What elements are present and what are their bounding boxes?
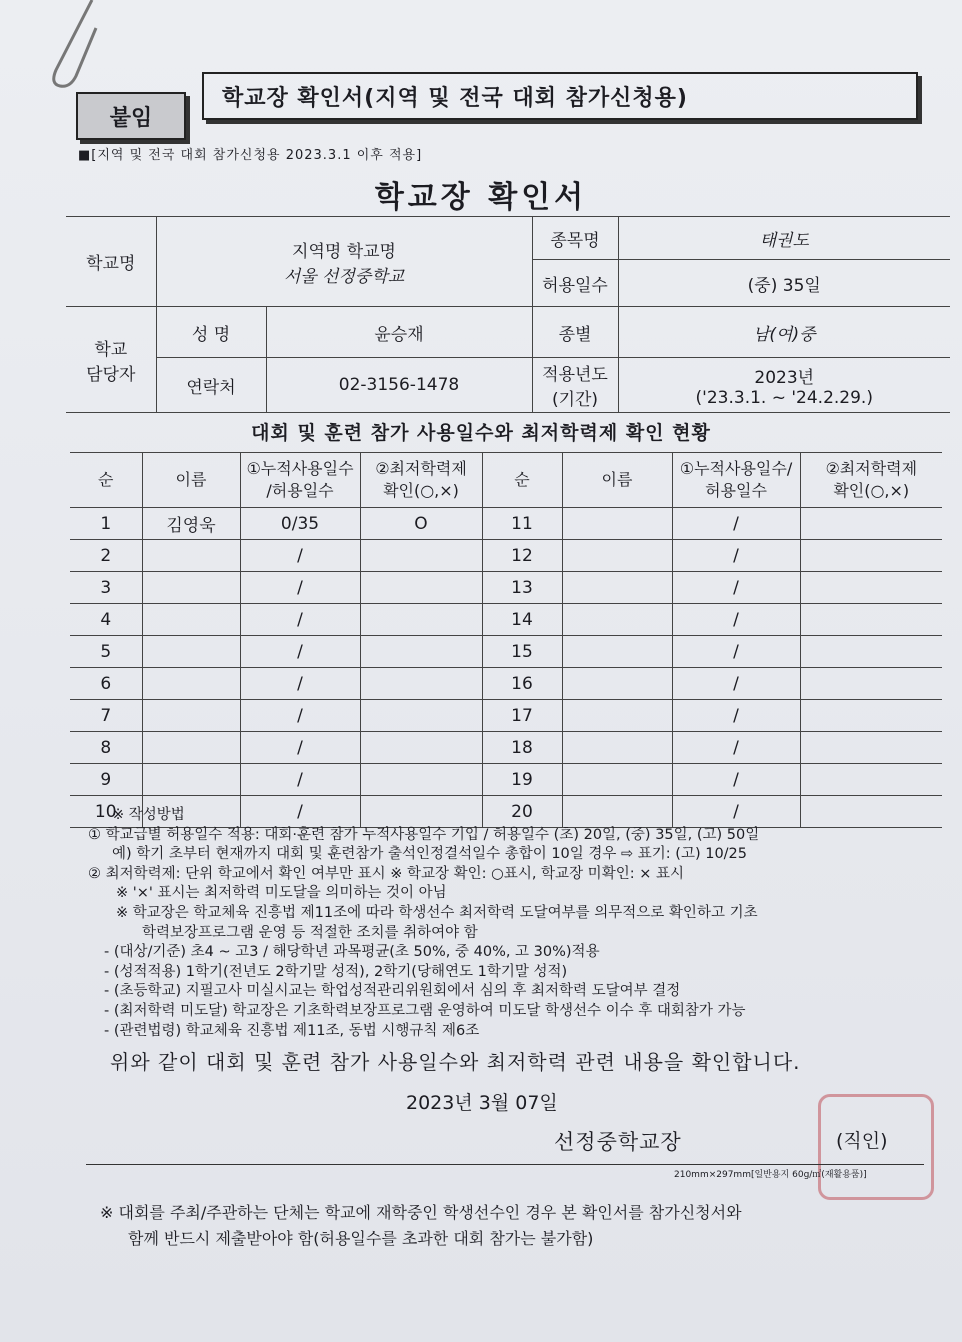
row-name <box>142 572 240 604</box>
row-check <box>360 540 482 572</box>
row-days: / <box>240 540 360 572</box>
row-no-right: 15 <box>482 636 562 668</box>
header-check-line2: 확인(○,×) <box>383 481 459 500</box>
row-check-right <box>800 636 942 668</box>
row-check-right <box>800 508 942 540</box>
row-check <box>360 732 482 764</box>
bottom-note-line1: ※ 대회를 주최/주관하는 단체는 학교에 재학중인 학생선수인 경우 본 확인서를 참가신청서와 <box>100 1203 742 1222</box>
confirmation-statement: 위와 같이 대회 및 훈련 참가 사용일수와 최저학력 관련 내용을 확인합니다. <box>110 1050 801 1074</box>
bottom-note <box>100 1200 742 1252</box>
year-value <box>618 358 950 413</box>
header-days-line2: /허용일수 <box>266 481 334 500</box>
row-check-right <box>800 764 942 796</box>
row-name-right <box>562 700 672 732</box>
table-row <box>70 508 942 540</box>
row-name <box>142 604 240 636</box>
row-no: 7 <box>70 700 142 732</box>
sport-label: 종목명 <box>532 217 618 260</box>
table-row <box>70 668 942 700</box>
notes-heading: ※ 작성방법 <box>112 807 185 823</box>
header-days-right <box>672 453 800 508</box>
note-d5: - (관련법령) 학교체육 진흥법 제11조, 동법 시행규칙 제6조 <box>104 1022 480 1039</box>
row-no-right: 18 <box>482 732 562 764</box>
row-no-right: 17 <box>482 700 562 732</box>
row-check-right <box>800 732 942 764</box>
header-check-line1: ②최저학력제 <box>375 459 467 478</box>
writing-instructions <box>88 806 938 1041</box>
row-check <box>360 636 482 668</box>
row-check <box>360 572 482 604</box>
row-days: / <box>240 764 360 796</box>
row-no-right: 12 <box>482 540 562 572</box>
year-value-line2: ('23.3.1. ~ '24.2.29.) <box>695 387 873 408</box>
row-name-right <box>562 636 672 668</box>
table-row <box>70 764 942 796</box>
year-value-line1: 2023년 <box>754 367 815 388</box>
row-check-right <box>800 668 942 700</box>
principal-name: 선정중학교장 <box>554 1130 682 1154</box>
row-no: 1 <box>70 508 142 540</box>
row-check-right <box>800 700 942 732</box>
row-days-right: / <box>672 572 800 604</box>
allowed-days-value: (중) 35일 <box>618 260 950 307</box>
row-name <box>142 700 240 732</box>
row-days-right: / <box>672 636 800 668</box>
name-value: 윤승재 <box>266 307 532 358</box>
header-check-right-line2: 확인(○,×) <box>833 481 910 500</box>
note-2c: 학력보장프로그램 운영 등 적절한 조치를 취하여야 함 <box>142 924 478 941</box>
row-days-right: / <box>672 508 800 540</box>
note-d4: - (최저학력 미도달) 학교장은 기초학력보장프로그램 운영하여 미도달 학생선수 이수 후 대회참가 가능 <box>104 1002 746 1019</box>
paperclip-icon <box>44 0 104 92</box>
row-name-right <box>562 604 672 636</box>
row-name <box>142 636 240 668</box>
type-label: 종별 <box>532 307 618 358</box>
school-info-table <box>66 216 950 413</box>
note-1: ① 학교급별 허용일수 적용: 대회·훈련 참가 누적사용일수 기입 / 허용일수 (초) 20일, (중) 35일, (고) 50일 <box>88 826 760 843</box>
row-days-right: / <box>672 796 800 828</box>
year-label-line1: 적용년도 <box>542 365 608 385</box>
contact-label <box>66 307 156 413</box>
header-days-right-line2: 허용일수 <box>705 481 767 500</box>
usage-status-table <box>70 452 942 828</box>
attachment-tag: 붙임 <box>76 92 186 140</box>
note-1-example: 예) 학기 초부터 현재까지 대회 및 훈련참가 출석인정결석일수 총합이 10일 경우 ⇨ 표기: (고) 10/25 <box>112 846 748 863</box>
row-days-right: / <box>672 604 800 636</box>
header-check-right <box>800 453 942 508</box>
table-row <box>70 636 942 668</box>
header-name-right: 이름 <box>562 453 672 508</box>
row-name-right <box>562 540 672 572</box>
row-check-right <box>800 604 942 636</box>
row-name-right <box>562 572 672 604</box>
row-days: 0/35 <box>240 508 360 540</box>
bottom-note-line2: 함께 반드시 제출받아야 함(허용일수를 초과한 대회 참가는 불가함) <box>128 1229 594 1248</box>
row-no: 8 <box>70 732 142 764</box>
row-name <box>142 764 240 796</box>
year-label <box>532 358 618 413</box>
row-name-right <box>562 508 672 540</box>
name-label: 성 명 <box>156 307 266 358</box>
header-no: 순 <box>70 453 142 508</box>
row-no: 2 <box>70 540 142 572</box>
row-name-right <box>562 668 672 700</box>
row-days-right: / <box>672 764 800 796</box>
row-name: 김영욱 <box>142 508 240 540</box>
row-check <box>360 700 482 732</box>
row-days-right: / <box>672 668 800 700</box>
header-days-right-line1: ①누적사용일수/ <box>679 459 793 478</box>
header-days-line1: ①누적사용일수 <box>246 459 354 478</box>
header-days <box>240 453 360 508</box>
row-no-right: 14 <box>482 604 562 636</box>
note-d2: - (성적적용) 1학기(전년도 2학기말 성적), 2학기(당해연도 1학기말 성적) <box>104 963 568 980</box>
row-name <box>142 668 240 700</box>
row-name-right <box>562 764 672 796</box>
header-check <box>360 453 482 508</box>
school-name-cell <box>156 217 532 307</box>
divider-line <box>86 1164 924 1165</box>
header-no-right: 순 <box>482 453 562 508</box>
row-days-right: / <box>672 732 800 764</box>
contact-label-line2: 담당자 <box>86 364 136 385</box>
row-name <box>142 540 240 572</box>
paper-spec: 210mm×297mm[일반용지 60g/㎡(재활용품)] <box>674 1170 867 1180</box>
row-no-right: 19 <box>482 764 562 796</box>
row-check <box>360 668 482 700</box>
phone-label: 연락처 <box>156 358 266 413</box>
row-check-right <box>800 572 942 604</box>
row-no: 5 <box>70 636 142 668</box>
note-2: ② 최저학력제: 단위 학교에서 확인 여부만 표시 ※ 학교장 확인: ○표시, 학교장 미확인: × 표시 <box>88 865 684 882</box>
school-name-line1: 지역명 학교명 <box>292 241 396 262</box>
allowed-days-label: 허용일수 <box>532 260 618 307</box>
table-row <box>70 572 942 604</box>
table-row <box>70 700 942 732</box>
row-no: 6 <box>70 668 142 700</box>
sport-value: 태권도 <box>618 217 950 260</box>
table-row <box>70 604 942 636</box>
row-days: / <box>240 604 360 636</box>
note-d3: - (초등학교) 지필고사 미실시교는 학업성적관리위원회에서 심의 후 최저학력 도달여부 결정 <box>104 983 681 1000</box>
note-d1: - (대상/기준) 초4 ~ 고3 / 해당학년 과목평균(초 50%, 중 40%, 고 30%)적용 <box>104 944 600 961</box>
header-check-right-line1: ②최저학력제 <box>825 459 918 478</box>
row-no: 10 <box>70 796 142 828</box>
row-no: 9 <box>70 764 142 796</box>
row-no-right: 16 <box>482 668 562 700</box>
note-2b: ※ 학교장은 학교체육 진흥법 제11조에 따라 학생선수 최저학력 도달여부를 의무적으로 확인하고 기초 <box>116 904 758 921</box>
phone-value: 02-3156-1478 <box>266 358 532 413</box>
row-check: O <box>360 508 482 540</box>
school-name-line2: 서울 선정중학교 <box>283 266 405 287</box>
sub-note: ■[지역 및 전국 대회 참가신청용 2023.3.1 이후 적용] <box>78 148 423 163</box>
row-days: / <box>240 572 360 604</box>
issue-date: 2023년 3월 07일 <box>406 1092 558 1114</box>
row-no-right: 13 <box>482 572 562 604</box>
row-days: / <box>240 668 360 700</box>
row-no: 4 <box>70 604 142 636</box>
row-name-right <box>562 732 672 764</box>
row-no-right: 20 <box>482 796 562 828</box>
note-2a: ※ '×' 표시는 최저학력 미도달을 의미하는 것이 아님 <box>116 885 447 902</box>
row-no-right: 11 <box>482 508 562 540</box>
table-row <box>70 732 942 764</box>
section-title: 대회 및 훈련 참가 사용일수와 최저학력제 확인 현황 <box>251 422 711 444</box>
header-title: 학교장 확인서(지역 및 전국 대회 참가신청용) <box>202 72 918 120</box>
header-name: 이름 <box>142 453 240 508</box>
row-days-right: / <box>672 700 800 732</box>
row-days: / <box>240 700 360 732</box>
row-check <box>360 604 482 636</box>
row-no: 3 <box>70 572 142 604</box>
row-check <box>360 764 482 796</box>
type-value: 남(여)중 <box>618 307 950 358</box>
row-days: / <box>240 636 360 668</box>
row-days: / <box>240 732 360 764</box>
document-title: 학교장 확인서 <box>374 180 588 215</box>
school-label: 학교명 <box>66 217 156 307</box>
row-days: / <box>240 796 360 828</box>
row-name <box>142 732 240 764</box>
year-label-line2: (기간) <box>551 390 599 410</box>
row-days-right: / <box>672 540 800 572</box>
table-header-row <box>70 453 942 508</box>
table-row <box>70 540 942 572</box>
row-check-right <box>800 540 942 572</box>
contact-label-line1: 학교 <box>94 339 128 360</box>
seal-label: (직인) <box>836 1130 888 1152</box>
